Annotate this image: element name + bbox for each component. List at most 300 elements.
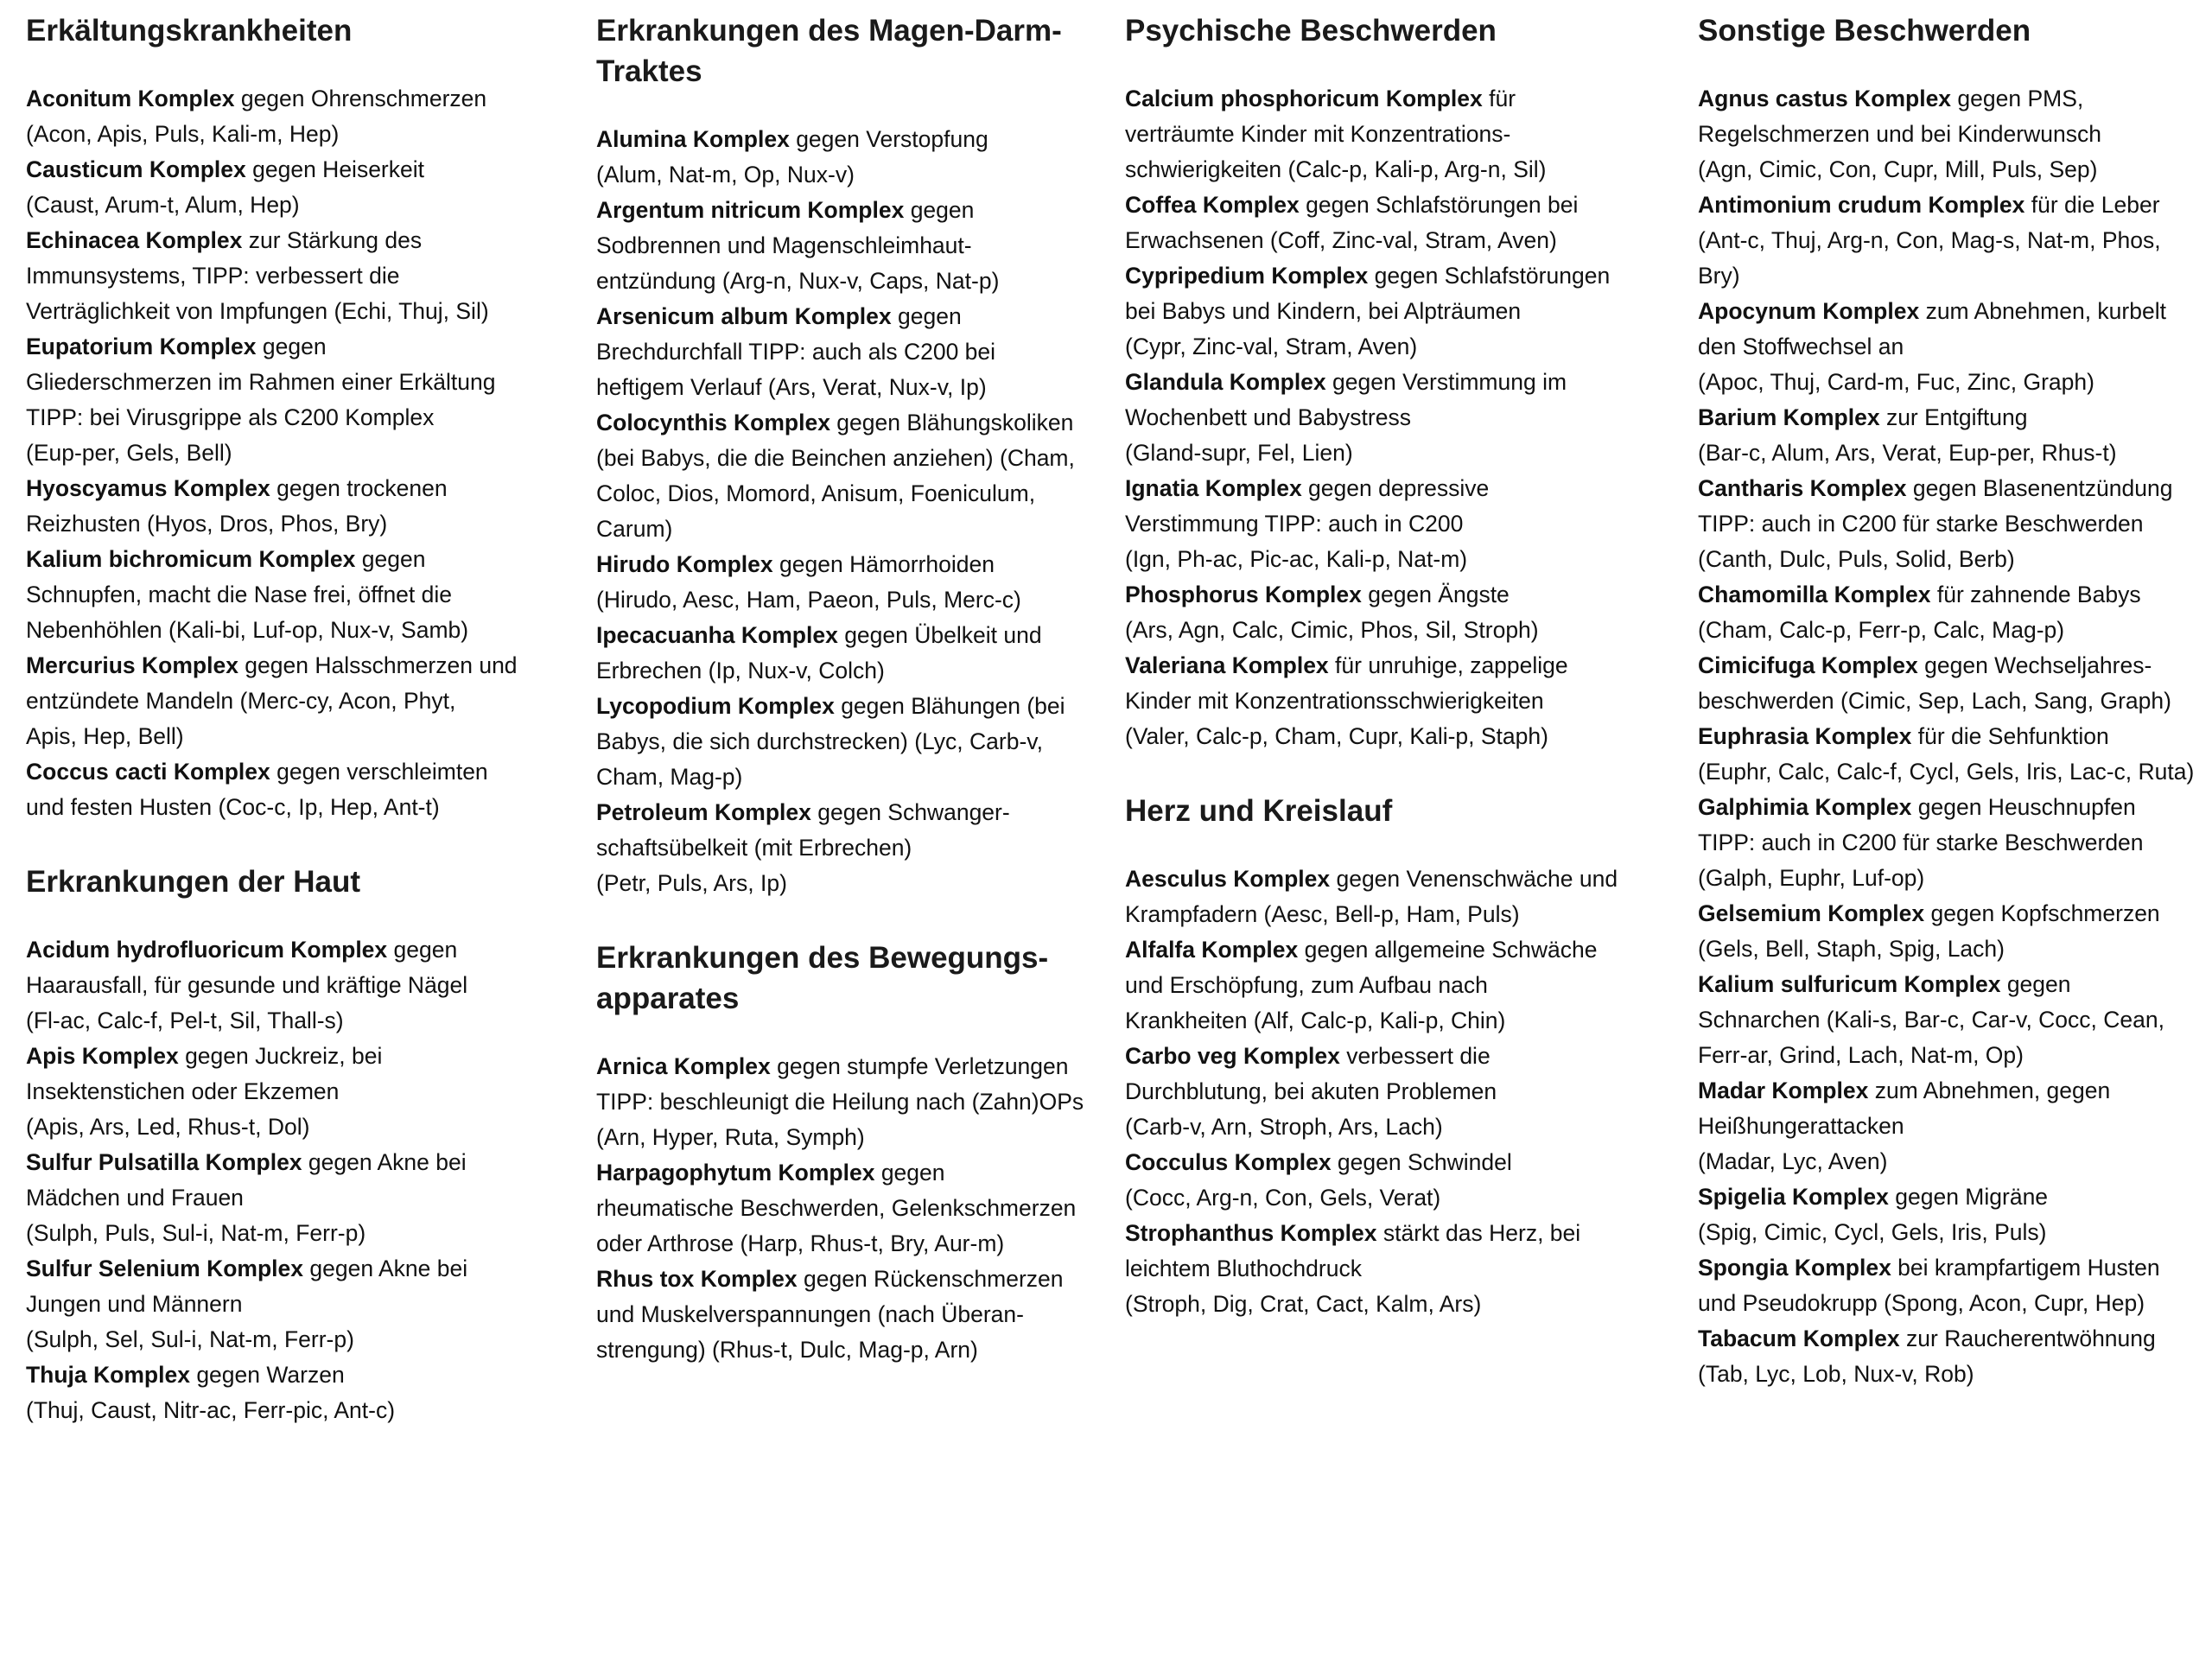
remedy-description: gegen trockenen — [270, 475, 448, 501]
column-3 — [1125, 10, 1643, 1322]
remedy-description: gegen allgemeine Schwäche — [1298, 937, 1598, 963]
entry-line: entzündung (Arg-n, Nux-v, Caps, Nat-p) — [596, 268, 1000, 294]
remedy-description: zur Entgiftung — [1879, 404, 2028, 430]
remedy-description: gegen Migräne — [1888, 1184, 2049, 1210]
section-heading — [596, 938, 1115, 1019]
entry-line: Krankheiten (Alf, Calc-p, Kali-p, Chin) — [1125, 1008, 1506, 1033]
entry-line — [1698, 1321, 2208, 1357]
remedy-description: gegen — [256, 334, 327, 359]
remedy-name: Eupatorium Komplex — [26, 334, 257, 359]
remedy-description: gegen Halsschmerzen und — [238, 652, 518, 678]
entry-line — [1125, 577, 1643, 613]
entry-line — [596, 122, 1115, 157]
entry-line: schaftsübelkeit (mit Erbrechen) — [596, 835, 912, 861]
remedy-entry-strophanthus-komplex — [1125, 1216, 1643, 1322]
entry-line: (Euphr, Calc, Calc-f, Cycl, Gels, Iris, Lac-c, Ruta) — [1698, 759, 2195, 785]
section-heading-line: Erkrankungen der Haut — [26, 865, 361, 899]
remedy-name: Strophanthus Komplex — [1125, 1220, 1377, 1246]
entry-line: Erbrechen (Ip, Nux-v, Colch) — [596, 658, 885, 683]
remedy-name: Spigelia Komplex — [1698, 1184, 1889, 1210]
remedy-name: Kalium bichromicum Komplex — [26, 546, 356, 572]
remedy-description: gegen Blasenentzündung — [1906, 475, 2173, 501]
entry-line: (Bar-c, Alum, Ars, Verat, Eup-per, Rhus-t) — [1698, 440, 2117, 466]
remedy-description: gegen Ängste — [1361, 582, 1510, 607]
remedy-description: gegen stumpfe Verletzungen — [770, 1053, 1069, 1079]
remedy-name: Sulfur Selenium Komplex — [26, 1256, 304, 1281]
remedy-description: für zahnende Babys — [1930, 582, 2141, 607]
remedy-entry-hyoscyamus-komplex — [26, 471, 544, 542]
entry-line: (Canth, Dulc, Puls, Solid, Berb) — [1698, 546, 2015, 572]
remedy-description: gegen — [891, 303, 962, 329]
remedy-description: gegen — [904, 197, 975, 223]
entry-line: Insektenstichen oder Ekzemen — [26, 1078, 340, 1104]
entry-line: Gliederschmerzen im Rahmen einer Erkältung — [26, 369, 496, 395]
entry-line — [596, 1262, 1115, 1297]
entry-line: Mädchen und Frauen — [26, 1185, 244, 1211]
entry-line — [1125, 861, 1643, 897]
remedy-entry-echinacea-komplex — [26, 223, 544, 329]
entry-line: (Caust, Arum-t, Alum, Hep) — [26, 192, 300, 218]
remedy-entry-sulfur-pulsatilla-komplex — [26, 1145, 544, 1251]
remedy-name: Valeriana Komplex — [1125, 652, 1329, 678]
remedy-entry-cimicifuga-komplex — [1698, 648, 2208, 719]
entry-line — [1125, 932, 1643, 968]
remedy-name: Calcium phosphoricum Komplex — [1125, 86, 1483, 111]
remedy-entry-gelsemium-komplex — [1698, 896, 2208, 967]
remedy-entry-arsenicum-album-komplex — [596, 299, 1115, 405]
entry-line: Regelschmerzen und bei Kinderwunsch — [1698, 121, 2101, 147]
remedy-description: stärkt das Herz, bei — [1376, 1220, 1581, 1246]
remedy-name: Chamomilla Komplex — [1698, 582, 1931, 607]
entry-line: strengung) (Rhus-t, Dulc, Mag-p, Arn) — [596, 1337, 978, 1363]
remedy-entry-lycopodium-komplex — [596, 689, 1115, 795]
entry-line — [596, 1155, 1115, 1191]
entry-line — [26, 81, 544, 117]
entry-line: (Thuj, Caust, Nitr-ac, Ferr-pic, Ant-c) — [26, 1397, 396, 1423]
entry-line: TIPP: bei Virusgrippe als C200 Komplex — [26, 404, 435, 430]
entry-line: rheumatische Beschwerden, Gelenkschmerzen — [596, 1195, 1077, 1221]
entry-line: (Acon, Apis, Puls, Kali-m, Hep) — [26, 121, 340, 147]
remedy-entry-sulfur-selenium-komplex — [26, 1251, 544, 1357]
remedy-description: gegen — [387, 937, 458, 963]
remedy-description: gegen Blähungskoliken — [830, 410, 1074, 435]
entry-line — [1698, 577, 2208, 613]
entry-line — [26, 1357, 544, 1393]
remedy-entry-rhus-tox-komplex — [596, 1262, 1115, 1368]
entry-line: Verträglichkeit von Impfungen (Echi, Thuj, Sil) — [26, 298, 489, 324]
entry-line: beschwerden (Cimic, Sep, Lach, Sang, Graph) — [1698, 688, 2171, 714]
entry-line: schwierigkeiten (Calc-p, Kali-p, Arg-n, Sil) — [1125, 156, 1547, 182]
entry-line: (Fl-ac, Calc-f, Pel-t, Sil, Thall-s) — [26, 1008, 344, 1033]
remedy-name: Alfalfa Komplex — [1125, 937, 1299, 963]
remedy-name: Kalium sulfuricum Komplex — [1698, 971, 2001, 997]
entry-line — [26, 329, 544, 365]
remedy-name: Mercurius Komplex — [26, 652, 238, 678]
entry-line — [596, 689, 1115, 724]
remedy-description: gegen Akne bei — [302, 1149, 467, 1175]
remedy-name: Coffea Komplex — [1125, 192, 1300, 218]
remedy-entry-agnus-castus-komplex — [1698, 81, 2208, 188]
entry-line: (Agn, Cimic, Con, Cupr, Mill, Puls, Sep) — [1698, 156, 2098, 182]
remedy-description: gegen Schlafstörungen — [1368, 263, 1611, 289]
entry-line — [1125, 471, 1643, 506]
entry-line: Apis, Hep, Bell) — [26, 723, 184, 749]
remedy-name: Harpagophytum Komplex — [596, 1160, 875, 1186]
remedy-description: zur Stärkung des — [242, 227, 423, 253]
remedy-description: gegen Kopfschmerzen — [1924, 900, 2160, 926]
entry-line — [1698, 1250, 2208, 1286]
entry-line: (Apoc, Thuj, Card-m, Fuc, Zinc, Graph) — [1698, 369, 2094, 395]
section — [1125, 10, 1643, 754]
remedy-name: Apocynum Komplex — [1698, 298, 1920, 324]
remedy-description: gegen Ohrenschmerzen — [234, 86, 487, 111]
entry-line: (Stroph, Dig, Crat, Cact, Kalm, Ars) — [1125, 1291, 1482, 1317]
remedy-name: Cypripedium Komplex — [1125, 263, 1369, 289]
entry-line: Wochenbett und Babystress — [1125, 404, 1411, 430]
remedy-name: Ipecacuanha Komplex — [596, 622, 838, 648]
entry-line — [1698, 648, 2208, 683]
entry-line — [26, 1145, 544, 1180]
remedy-entry-ipecacuanha-komplex — [596, 618, 1115, 689]
remedy-description: gegen Heuschnupfen — [1911, 794, 2136, 820]
entry-line — [26, 152, 544, 188]
remedy-name: Antimonium crudum Komplex — [1698, 192, 2025, 218]
entry-line: entzündete Mandeln (Merc-cy, Acon, Phyt, — [26, 688, 456, 714]
entry-line — [1125, 188, 1643, 223]
entry-line — [596, 299, 1115, 334]
remedy-description: verbessert die — [1339, 1043, 1491, 1069]
remedy-name: Euphrasia Komplex — [1698, 723, 1912, 749]
entry-line: TIPP: auch in C200 für starke Beschwerden — [1698, 830, 2144, 855]
remedy-name: Cantharis Komplex — [1698, 475, 1907, 501]
remedy-entry-galphimia-komplex — [1698, 790, 2208, 896]
remedy-entry-phosphorus-komplex — [1125, 577, 1643, 648]
entry-line: und Muskelverspannungen (nach Überan- — [596, 1301, 1024, 1327]
remedy-name: Phosphorus Komplex — [1125, 582, 1362, 607]
remedy-name: Aconitum Komplex — [26, 86, 235, 111]
entry-line: Kinder mit Konzentrationsschwierigkeiten — [1125, 688, 1544, 714]
remedy-entry-aesculus-komplex — [1125, 861, 1643, 932]
remedy-description: gegen verschleimten — [270, 759, 488, 785]
remedy-name: Acidum hydrofluoricum Komplex — [26, 937, 388, 963]
entry-line: (Alum, Nat-m, Op, Nux-v) — [596, 162, 855, 188]
entry-line: und festen Husten (Coc-c, Ip, Hep, Ant-t) — [26, 794, 440, 820]
remedy-entry-causticum-komplex — [26, 152, 544, 223]
remedy-entry-arnica-komplex — [596, 1049, 1115, 1155]
entry-line: und Pseudokrupp (Spong, Acon, Cupr, Hep) — [1698, 1290, 2145, 1316]
remedy-name: Arnica Komplex — [596, 1053, 771, 1079]
entry-line — [26, 754, 544, 790]
column-2 — [596, 10, 1115, 1368]
remedy-description: gegen Verstimmung im — [1325, 369, 1567, 395]
remedy-description: gegen Schwindel — [1331, 1149, 1512, 1175]
section-heading — [1125, 10, 1643, 51]
section — [596, 938, 1115, 1368]
remedy-name: Tabacum Komplex — [1698, 1326, 1900, 1351]
remedy-name: Galphimia Komplex — [1698, 794, 1912, 820]
entry-line: Brechdurchfall TIPP: auch als C200 bei — [596, 339, 996, 365]
section — [1698, 10, 2208, 1392]
remedy-name: Alumina Komplex — [596, 126, 790, 152]
entry-line: (Arn, Hyper, Ruta, Symph) — [596, 1124, 865, 1150]
section-heading — [26, 10, 544, 51]
remedy-entry-argentum-nitricum-komplex — [596, 193, 1115, 299]
remedy-name: Agnus castus Komplex — [1698, 86, 1952, 111]
entry-line: (Spig, Cimic, Cycl, Gels, Iris, Puls) — [1698, 1219, 2047, 1245]
remedy-entry-aconitum-komplex — [26, 81, 544, 152]
remedy-name: Colocynthis Komplex — [596, 410, 830, 435]
remedy-entry-spigelia-komplex — [1698, 1179, 2208, 1250]
remedy-description: gegen Warzen — [189, 1362, 345, 1388]
remedy-description: gegen Heiserkeit — [245, 156, 424, 182]
entry-line: (Valer, Calc-p, Cham, Cupr, Kali-p, Staph) — [1125, 723, 1548, 749]
remedy-description: zur Raucherentwöhnung — [1899, 1326, 2156, 1351]
remedy-entry-valeriana-komplex — [1125, 648, 1643, 754]
entry-line: verträumte Kinder mit Konzentrations- — [1125, 121, 1511, 147]
remedy-entry-cypripedium-komplex — [1125, 258, 1643, 365]
entry-line — [1698, 81, 2208, 117]
entry-line: Coloc, Dios, Momord, Anisum, Foeniculum, — [596, 480, 1036, 506]
remedy-description: gegen Blähungen (bei — [834, 693, 1065, 719]
entry-line: oder Arthrose (Harp, Rhus-t, Bry, Aur-m) — [596, 1230, 1005, 1256]
remedy-entry-colocynthis-komplex — [596, 405, 1115, 547]
remedy-description: gegen Hämorrhoiden — [772, 551, 995, 577]
entry-line — [1698, 1073, 2208, 1109]
remedy-entry-calcium-phosphoricum-komplex — [1125, 81, 1643, 188]
entry-line: (Sulph, Puls, Sul-i, Nat-m, Ferr-p) — [26, 1220, 366, 1246]
entry-line: Erwachsenen (Coff, Zinc-val, Stram, Aven) — [1125, 227, 1557, 253]
entry-line: Cham, Mag-p) — [596, 764, 743, 790]
remedy-name: Sulfur Pulsatilla Komplex — [26, 1149, 302, 1175]
remedy-entry-ignatia-komplex — [1125, 471, 1643, 577]
entry-line — [1125, 81, 1643, 117]
entry-line — [1698, 400, 2208, 435]
remedy-name: Hirudo Komplex — [596, 551, 773, 577]
remedy-description: gegen Verstopfung — [789, 126, 988, 152]
entry-line: heftigem Verlauf (Ars, Verat, Nux-v, Ip) — [596, 374, 987, 400]
column-4 — [1698, 10, 2208, 1392]
remedy-description: für die Sehfunktion — [1911, 723, 2109, 749]
entry-line: (Ign, Ph-ac, Pic-ac, Kali-p, Nat-m) — [1125, 546, 1468, 572]
remedy-description: zum Abnehmen, gegen — [1868, 1078, 2111, 1103]
remedy-name: Madar Komplex — [1698, 1078, 1869, 1103]
entry-line: Schnupfen, macht die Nase frei, öffnet die — [26, 582, 453, 607]
entry-line — [26, 223, 544, 258]
entry-line — [1698, 471, 2208, 506]
remedy-entry-madar-komplex — [1698, 1073, 2208, 1179]
section-heading-line: Herz und Kreislauf — [1125, 794, 1393, 828]
remedy-entry-cantharis-komplex — [1698, 471, 2208, 577]
remedy-entry-euphrasia-komplex — [1698, 719, 2208, 790]
remedy-description: gegen Schlafstörungen bei — [1299, 192, 1579, 218]
entry-line — [1698, 188, 2208, 223]
section — [596, 10, 1115, 901]
remedy-description: gegen depressive — [1301, 475, 1490, 501]
remedy-entry-harpagophytum-komplex — [596, 1155, 1115, 1262]
remedy-entry-hirudo-komplex — [596, 547, 1115, 618]
entry-line — [1125, 1216, 1643, 1251]
entry-line — [26, 648, 544, 683]
remedy-name: Coccus cacti Komplex — [26, 759, 270, 785]
entry-line: Verstimmung TIPP: auch in C200 — [1125, 511, 1464, 537]
remedy-description: gegen PMS, — [1951, 86, 2084, 111]
remedy-name: Lycopodium Komplex — [596, 693, 835, 719]
remedy-entry-coccus-cacti-komplex — [26, 754, 544, 825]
remedy-entry-kalium-sulfuricum-komplex — [1698, 967, 2208, 1073]
section-heading — [1698, 10, 2208, 51]
entry-line: Jungen und Männern — [26, 1291, 243, 1317]
remedy-name: Cimicifuga Komplex — [1698, 652, 1918, 678]
entry-line: (Ars, Agn, Calc, Cimic, Phos, Sil, Stroph) — [1125, 617, 1539, 643]
remedy-description: zum Abnehmen, kurbelt — [1919, 298, 2166, 324]
remedy-name: Spongia Komplex — [1698, 1255, 1891, 1281]
entry-line — [26, 1251, 544, 1287]
remedy-name: Hyoscyamus Komplex — [26, 475, 270, 501]
entry-line: (Cypr, Zinc-val, Stram, Aven) — [1125, 334, 1418, 359]
remedy-name: Aesculus Komplex — [1125, 866, 1331, 892]
section — [26, 10, 544, 825]
remedy-entry-antimonium-crudum-komplex — [1698, 188, 2208, 294]
entry-line — [1698, 719, 2208, 754]
remedy-entry-kalium-bichromicum-komplex — [26, 542, 544, 648]
entry-line: Durchblutung, bei akuten Problemen — [1125, 1078, 1497, 1104]
remedy-name: Apis Komplex — [26, 1043, 179, 1069]
section — [26, 861, 544, 1428]
remedy-entry-acidum-hydrofluoricum-komplex — [26, 932, 544, 1039]
section — [1125, 791, 1643, 1322]
entry-line: (Ant-c, Thuj, Arg-n, Con, Mag-s, Nat-m, Phos, — [1698, 227, 2161, 253]
entry-line: (Cham, Calc-p, Ferr-p, Calc, Mag-p) — [1698, 617, 2065, 643]
remedy-entry-apocynum-komplex — [1698, 294, 2208, 400]
entry-line: (bei Babys, die die Beinchen anziehen) (Cham, — [596, 445, 1075, 471]
entry-line: (Carb-v, Arn, Stroph, Ars, Lach) — [1125, 1114, 1443, 1140]
entry-line: Ferr-ar, Grind, Lach, Nat-m, Op) — [1698, 1042, 2024, 1068]
remedy-name: Gelsemium Komplex — [1698, 900, 1925, 926]
entry-line: Reizhusten (Hyos, Dros, Phos, Bry) — [26, 511, 388, 537]
remedy-entry-petroleum-komplex — [596, 795, 1115, 901]
entry-line — [1125, 648, 1643, 683]
section-heading-line: Erkrankungen des Magen-Darm- — [596, 14, 1062, 48]
remedy-description: gegen Venenschwäche und — [1330, 866, 1618, 892]
remedy-name: Barium Komplex — [1698, 404, 1880, 430]
entry-line — [1125, 258, 1643, 294]
remedy-description: für die Leber — [2024, 192, 2160, 218]
entry-line: Nebenhöhlen (Kali-bi, Luf-op, Nux-v, Samb) — [26, 617, 469, 643]
remedy-entry-eupatorium-komplex — [26, 329, 544, 471]
entry-line: Bry) — [1698, 263, 1740, 289]
remedy-name: Ignatia Komplex — [1125, 475, 1302, 501]
section-heading — [1125, 791, 1643, 831]
remedy-description: gegen — [2000, 971, 2071, 997]
entry-line — [596, 618, 1115, 653]
remedy-name: Argentum nitricum Komplex — [596, 197, 905, 223]
entry-line: leichtem Bluthochdruck — [1125, 1256, 1362, 1281]
entry-line — [1125, 1039, 1643, 1074]
entry-line — [596, 405, 1115, 441]
remedy-entry-alfalfa-komplex — [1125, 932, 1643, 1039]
entry-line: TIPP: auch in C200 für starke Beschwerden — [1698, 511, 2144, 537]
section-heading — [26, 861, 544, 902]
entry-line — [1698, 896, 2208, 931]
entry-line: Haarausfall, für gesunde und kräftige Nägel — [26, 972, 468, 998]
remedy-description: gegen Übelkeit und — [837, 622, 1042, 648]
remedy-entry-thuja-komplex — [26, 1357, 544, 1428]
remedy-entry-alumina-komplex — [596, 122, 1115, 193]
entry-line: Immunsystems, TIPP: verbessert die — [26, 263, 400, 289]
remedy-entry-cocculus-komplex — [1125, 1145, 1643, 1216]
entry-line — [596, 193, 1115, 228]
entry-line: den Stoffwechsel an — [1698, 334, 1904, 359]
remedy-description: für unruhige, zappelige — [1328, 652, 1568, 678]
entry-line — [1698, 790, 2208, 825]
column-1 — [26, 10, 544, 1428]
entry-line: Heißhungerattacken — [1698, 1113, 1904, 1139]
remedy-entry-tabacum-komplex — [1698, 1321, 2208, 1392]
remedy-name: Echinacea Komplex — [26, 227, 243, 253]
entry-line — [596, 1049, 1115, 1084]
remedy-name: Causticum Komplex — [26, 156, 246, 182]
remedy-name: Glandula Komplex — [1125, 369, 1326, 395]
section-heading — [596, 10, 1115, 92]
remedy-entry-carbo-veg-komplex — [1125, 1039, 1643, 1145]
entry-line: (Petr, Puls, Ars, Ip) — [596, 870, 787, 896]
entry-line: und Erschöpfung, zum Aufbau nach — [1125, 972, 1488, 998]
entry-line — [1698, 294, 2208, 329]
entry-line: TIPP: beschleunigt die Heilung nach (Zahn)OPs — [596, 1089, 1084, 1115]
entry-line: bei Babys und Kindern, bei Alpträumen — [1125, 298, 1522, 324]
entry-line: (Madar, Lyc, Aven) — [1698, 1148, 1888, 1174]
section-heading-line: Traktes — [596, 54, 702, 88]
entry-line: (Gland-supr, Fel, Lien) — [1125, 440, 1353, 466]
remedy-name: Cocculus Komplex — [1125, 1149, 1332, 1175]
section-heading-line: Sonstige Beschwerden — [1698, 14, 2031, 48]
entry-line: (Cocc, Arg-n, Con, Gels, Verat) — [1125, 1185, 1441, 1211]
remedy-description: gegen Schwanger- — [810, 799, 1010, 825]
remedy-description: gegen — [874, 1160, 945, 1186]
entry-line: Sodbrennen und Magenschleimhaut- — [596, 232, 972, 258]
remedy-name: Rhus tox Komplex — [596, 1266, 798, 1292]
entry-line: (Apis, Ars, Led, Rhus-t, Dol) — [26, 1114, 310, 1140]
remedy-entry-apis-komplex — [26, 1039, 544, 1145]
entry-line — [1125, 1145, 1643, 1180]
entry-line: (Tab, Lyc, Lob, Nux-v, Rob) — [1698, 1361, 1974, 1387]
entry-line: (Sulph, Sel, Sul-i, Nat-m, Ferr-p) — [26, 1326, 354, 1352]
remedy-name: Petroleum Komplex — [596, 799, 811, 825]
entry-line — [596, 547, 1115, 582]
entry-line — [26, 542, 544, 577]
entry-line: (Galph, Euphr, Luf-op) — [1698, 865, 1925, 891]
remedy-description: für — [1482, 86, 1516, 111]
entry-line — [26, 471, 544, 506]
entry-line — [1698, 1179, 2208, 1215]
section-heading-line: Psychische Beschwerden — [1125, 14, 1497, 48]
remedy-entry-chamomilla-komplex — [1698, 577, 2208, 648]
entry-line — [1698, 967, 2208, 1002]
entry-line: Carum) — [596, 516, 673, 542]
entry-line — [26, 932, 544, 968]
remedy-description: gegen Wechseljahres- — [1917, 652, 2152, 678]
entry-line: (Gels, Bell, Staph, Spig, Lach) — [1698, 936, 2005, 962]
remedy-description: gegen — [355, 546, 426, 572]
remedy-name: Carbo veg Komplex — [1125, 1043, 1340, 1069]
entry-line: (Hirudo, Aesc, Ham, Paeon, Puls, Merc-c) — [596, 587, 1021, 613]
remedy-entry-barium-komplex — [1698, 400, 2208, 471]
entry-line — [1125, 365, 1643, 400]
remedy-name: Thuja Komplex — [26, 1362, 190, 1388]
remedy-description: bei krampfartigem Husten — [1891, 1255, 2160, 1281]
remedy-entry-mercurius-komplex — [26, 648, 544, 754]
remedy-description: gegen Akne bei — [303, 1256, 468, 1281]
